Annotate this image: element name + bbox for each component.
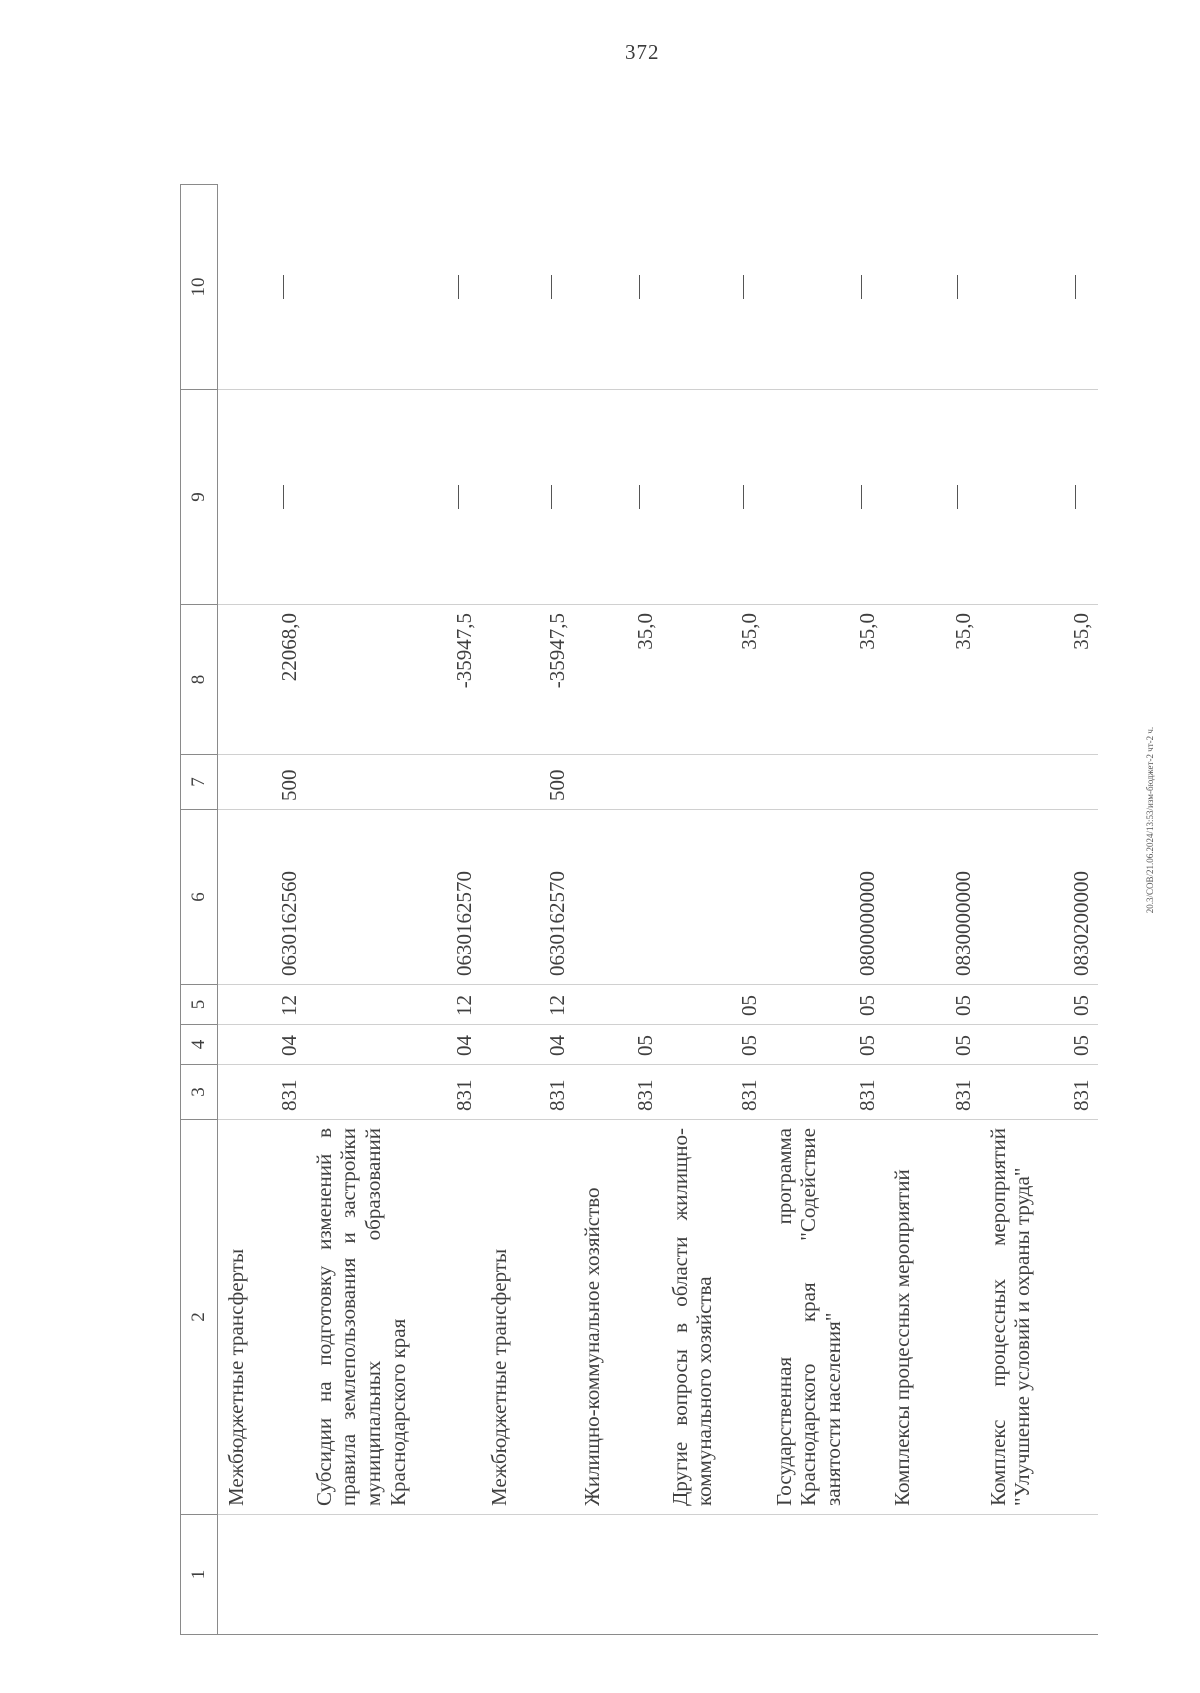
- section-code: 05: [574, 1025, 662, 1065]
- amount-value: -35947,5: [481, 605, 574, 755]
- row-col-1: [884, 1515, 980, 1635]
- empty-dash-cell: [574, 390, 662, 605]
- amount-value: 35,0: [574, 605, 662, 755]
- row-name: Комплекс процессных мероприятий "Улучшение условий и охраны труда": [980, 1120, 1098, 1515]
- ministry-code: 831: [980, 1065, 1098, 1120]
- empty-dash-cell: [306, 390, 481, 605]
- empty-dash-cell: [481, 185, 574, 390]
- subsection-code: 12: [306, 985, 481, 1025]
- subsection-code: 05: [766, 985, 884, 1025]
- footer-code: 20.3/СОВ/21.06.2024/13:53/изм-бюджет-2 чт-2 ч.: [1145, 726, 1155, 914]
- dash-mark: [743, 485, 744, 509]
- empty-dash-cell: [766, 185, 884, 390]
- expense-type-code: [884, 755, 980, 810]
- target-article-code: 0630162570: [481, 810, 574, 985]
- row-col-1: [980, 1515, 1098, 1635]
- section-code: 04: [481, 1025, 574, 1065]
- expense-type-code: 500: [218, 755, 306, 810]
- subsection-code: 05: [884, 985, 980, 1025]
- dash-mark: [957, 275, 958, 299]
- ministry-code: 831: [766, 1065, 884, 1120]
- dash-mark: [1075, 485, 1076, 509]
- dash-mark: [458, 275, 459, 299]
- column-header: 8: [181, 605, 218, 755]
- subsection-code: 12: [218, 985, 306, 1025]
- empty-dash-cell: [980, 185, 1098, 390]
- row-col-1: [306, 1515, 481, 1635]
- section-code: 05: [662, 1025, 766, 1065]
- dash-mark: [458, 485, 459, 509]
- column-header: 6: [181, 810, 218, 985]
- dash-mark: [551, 275, 552, 299]
- row-name: Жилищно-коммунальное хозяйство: [574, 1120, 662, 1515]
- subsection-code: [574, 985, 662, 1025]
- table-row: [218, 185, 306, 1635]
- target-article-code: 0630162570: [306, 810, 481, 985]
- empty-dash-cell: [574, 185, 662, 390]
- column-header: 7: [181, 755, 218, 810]
- empty-dash-cell: [662, 185, 766, 390]
- row-col-1: [662, 1515, 766, 1635]
- empty-dash-cell: [306, 185, 481, 390]
- target-article-code: [662, 810, 766, 985]
- table-row: [662, 185, 766, 1635]
- target-article-code: 0830200000: [980, 810, 1098, 985]
- rotated-table-container: [180, 185, 1093, 1635]
- expense-type-code: [766, 755, 884, 810]
- expense-type-code: 500: [481, 755, 574, 810]
- table-row: [574, 185, 662, 1635]
- dash-mark: [283, 485, 284, 509]
- dash-mark: [1075, 275, 1076, 299]
- row-name: Комплексы процессных мероприятий: [884, 1120, 980, 1515]
- column-header: 2: [181, 1120, 218, 1515]
- expense-type-code: [662, 755, 766, 810]
- empty-dash-cell: [980, 390, 1098, 605]
- ministry-code: 831: [306, 1065, 481, 1120]
- dash-mark: [639, 275, 640, 299]
- dash-mark: [861, 485, 862, 509]
- dash-mark: [551, 485, 552, 509]
- ministry-code: 831: [662, 1065, 766, 1120]
- empty-dash-cell: [481, 390, 574, 605]
- empty-dash-cell: [662, 390, 766, 605]
- target-article-code: 0800000000: [766, 810, 884, 985]
- expense-type-code: [574, 755, 662, 810]
- column-header: 9: [181, 390, 218, 605]
- table-row: [766, 185, 884, 1635]
- subsection-code: 05: [662, 985, 766, 1025]
- target-article-code: [574, 810, 662, 985]
- amount-value: 35,0: [766, 605, 884, 755]
- amount-value: 35,0: [884, 605, 980, 755]
- amount-value: 35,0: [980, 605, 1098, 755]
- table-row: [481, 185, 574, 1635]
- ministry-code: 831: [574, 1065, 662, 1120]
- amount-value: -35947,5: [306, 605, 481, 755]
- empty-dash-cell: [884, 390, 980, 605]
- row-name: Субсидии на подготовку изменений в правила землепользования и застройки муниципальных образований Краснодарского края: [306, 1120, 481, 1515]
- section-code: 05: [766, 1025, 884, 1065]
- row-name: Межбюджетные трансферты: [481, 1120, 574, 1515]
- column-header: 4: [181, 1025, 218, 1065]
- subsection-code: 12: [481, 985, 574, 1025]
- section-code: 04: [306, 1025, 481, 1065]
- table-row: [980, 185, 1098, 1635]
- dash-mark: [283, 275, 284, 299]
- table-header-row: [181, 185, 218, 1635]
- dash-mark: [743, 275, 744, 299]
- page-number: 372: [625, 40, 660, 64]
- empty-dash-cell: [884, 185, 980, 390]
- row-name: Межбюджетные трансферты: [218, 1120, 306, 1515]
- row-col-1: [481, 1515, 574, 1635]
- ministry-code: 831: [884, 1065, 980, 1120]
- row-name: Государственная программа Краснодарского края "Содействие занятости населения": [766, 1120, 884, 1515]
- row-col-1: [218, 1515, 306, 1635]
- section-code: 05: [884, 1025, 980, 1065]
- empty-dash-cell: [766, 390, 884, 605]
- empty-dash-cell: [218, 390, 306, 605]
- target-article-code: 0830000000: [884, 810, 980, 985]
- column-header: 3: [181, 1065, 218, 1120]
- empty-dash-cell: [218, 185, 306, 390]
- dash-mark: [639, 485, 640, 509]
- expense-type-code: [980, 755, 1098, 810]
- dash-mark: [957, 485, 958, 509]
- amount-value: 35,0: [662, 605, 766, 755]
- column-header: 10: [181, 185, 218, 390]
- ministry-code: 831: [218, 1065, 306, 1120]
- subsection-code: 05: [980, 985, 1098, 1025]
- section-code: 05: [980, 1025, 1098, 1065]
- table-row: [884, 185, 980, 1635]
- row-col-1: [574, 1515, 662, 1635]
- budget-table: [180, 184, 1098, 1635]
- ministry-code: 831: [481, 1065, 574, 1120]
- column-header: 1: [181, 1515, 218, 1635]
- section-code: 04: [218, 1025, 306, 1065]
- row-name: Другие вопросы в области жилищно-коммунального хозяйства: [662, 1120, 766, 1515]
- column-header: 5: [181, 985, 218, 1025]
- dash-mark: [861, 275, 862, 299]
- target-article-code: 0630162560: [218, 810, 306, 985]
- expense-type-code: [306, 755, 481, 810]
- table-body: [218, 185, 1098, 1635]
- row-col-1: [766, 1515, 884, 1635]
- amount-value: 22068,0: [218, 605, 306, 755]
- table-row: [306, 185, 481, 1635]
